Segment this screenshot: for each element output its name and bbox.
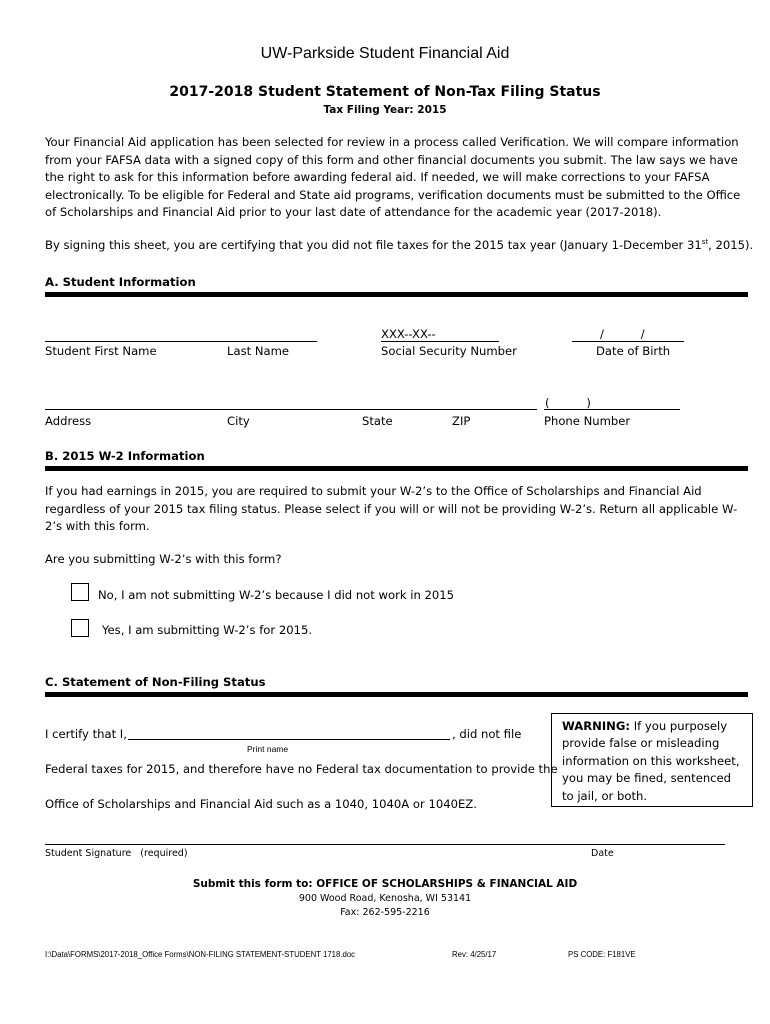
warning-text: If you purposely provide false or misleading information on this worksheet, you may be fined, sentenced to jail, or both. bbox=[562, 719, 740, 803]
address-field[interactable] bbox=[45, 409, 537, 410]
certify-text-end: , 2015). bbox=[708, 238, 754, 252]
form-title: 2017-2018 Student Statement of Non-Tax Filing Status bbox=[169, 84, 601, 100]
certify-end: , did not file bbox=[452, 727, 522, 741]
warning-box bbox=[551, 713, 753, 807]
ssn-label: Social Security Number bbox=[381, 344, 517, 358]
tax-filing-year: Tax Filing Year: 2015 bbox=[323, 104, 447, 116]
phone-prefill: ( ) bbox=[545, 396, 591, 410]
last-name-label: Last Name bbox=[227, 344, 290, 358]
w2-yes-checkbox[interactable] bbox=[71, 619, 89, 637]
w2-yes-label: Yes, I am submitting W-2’s for 2015. bbox=[102, 623, 313, 637]
certify-start: I certify that I, bbox=[45, 727, 127, 741]
intro-paragraph: Your Financial Aid application has been selected for review in a process called Verification. We will compare information from your FAFSA data with a signed copy of this form and other financial documents you submit. The law says we have the right to ask for this information before awarding federal aid. If needed, we will make corrections to your FAFSA electronically. To be eligible for Federal and State aid programs, verification documents must be submitted to the Office of Scholarships and Financial Aid prior to your last date of attendance for the academic year (2017-2018). bbox=[45, 135, 741, 220]
certify-statement bbox=[45, 238, 755, 252]
certify-line-3: Office of Scholarships and Financial Aid such as a 1040, 1040A or 1040EZ. bbox=[45, 797, 477, 811]
certify-superscript: st bbox=[701, 238, 709, 247]
signature-field[interactable] bbox=[45, 844, 725, 845]
ssn-prefill: XXX--XX-- bbox=[381, 327, 436, 341]
footer-code: PS CODE: F181VE bbox=[568, 950, 636, 959]
submit-heading: Submit this form to: OFFICE OF SCHOLARSHIPS & FINANCIAL AID bbox=[192, 878, 578, 890]
state-label: State bbox=[362, 414, 393, 428]
section-b-rule bbox=[45, 466, 748, 471]
date-of-birth-field[interactable] bbox=[572, 341, 684, 342]
first-name-label: Student First Name bbox=[45, 344, 157, 358]
city-label: City bbox=[227, 414, 250, 428]
signature-label: Student Signature (required) bbox=[45, 848, 188, 859]
date-label: Date bbox=[591, 848, 614, 859]
dob-label: Date of Birth bbox=[596, 344, 671, 358]
address-label: Address bbox=[45, 414, 92, 428]
certify-line-2: Federal taxes for 2015, and therefore have no Federal tax documentation to provide the bbox=[45, 762, 558, 776]
w2-question: Are you submitting W-2’s with this form? bbox=[45, 552, 282, 566]
w2-no-checkbox[interactable] bbox=[71, 583, 89, 601]
warning-label: WARNING: bbox=[562, 719, 631, 733]
submit-address: 900 Wood Road, Kenosha, WI 53141 bbox=[298, 893, 472, 904]
zip-label: ZIP bbox=[452, 414, 471, 428]
section-a-heading: A. Student Information bbox=[45, 275, 196, 289]
footer-path: I:\Data\FORMS\2017-2018_Office Forms\NON-FILING STATEMENT-STUDENT 1718.doc bbox=[45, 950, 356, 959]
student-name-field[interactable] bbox=[45, 341, 317, 342]
submit-fax: Fax: 262-595-2216 bbox=[340, 907, 430, 918]
section-b-heading: B. 2015 W-2 Information bbox=[45, 449, 205, 463]
section-c-rule bbox=[45, 692, 748, 697]
print-name-label: Print name bbox=[247, 744, 289, 754]
ssn-field[interactable] bbox=[381, 341, 499, 342]
w2-paragraph: If you had earnings in 2015, you are required to submit your W-2’s to the Office of Scholarships and Financial Aid regardless of your 2015 tax filing status. Please select if you will or will not be providing W-2’s. Return all applicable W-2’s with this form. bbox=[45, 484, 738, 534]
print-name-field[interactable] bbox=[128, 739, 450, 740]
dob-prefill: / / bbox=[600, 327, 645, 341]
certify-text: By signing this sheet, you are certifying that you did not file taxes for the 2015 tax year (January 1-December 31 bbox=[45, 238, 702, 252]
office-name: UW-Parkside Student Financial Aid bbox=[260, 45, 510, 62]
phone-label: Phone Number bbox=[544, 414, 631, 428]
footer-rev: Rev: 4/25/17 bbox=[452, 950, 497, 959]
w2-no-label: No, I am not submitting W-2’s because I did not work in 2015 bbox=[98, 588, 455, 602]
section-c-heading: C. Statement of Non-Filing Status bbox=[45, 675, 266, 689]
section-a-rule bbox=[45, 292, 748, 297]
phone-field[interactable] bbox=[544, 409, 680, 410]
